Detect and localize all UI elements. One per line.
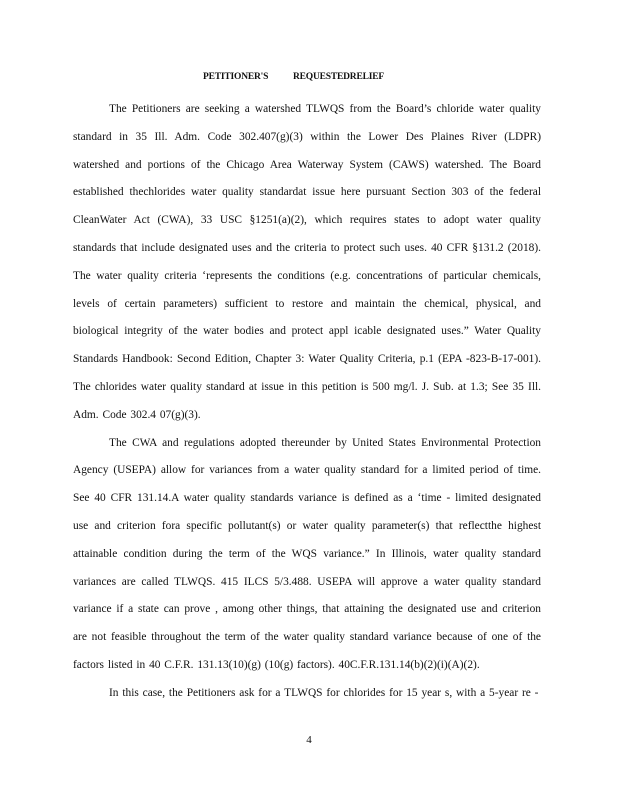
paragraph-1: The Petitioners are seeking a watershed TLWQS from the Board’s chloride water quality standard in 35 Ill. Adm. Code 302.407(g)(3) within the Lower Des Plaines River (LDPR) watershed and portions of the Chicago Area Waterway System (CAWS) watershed. The Board established thechlorides water quality standardat issue here pursuant Section 303 of the federal CleanWater Act (CWA), 33 USC §1251(a)(2), which requires states to adopt water quality standards that include designated uses and the criteria to protect such uses. 40 CFR §131.2 (2018). The water quality criteria ‘represents the conditions (e.g. concentrations of particular chemicals, levels of certain parameters) sufficient to restore and maintain the chemical, physical, and biological integrity of the water bodies and protect appl icable designated uses.” Water Quality Standards Handbook: Second Edition, Chapter 3: Water Quality Criteria, p.1 (EPA -823-B-17-001). The chlorides water quality standard at issue in this petition is 500 mg/l. J. Sub. at 1.3; See 35 Ill. Adm. Code 302.4 07(g)(3).: [73, 103, 541, 421]
paragraph-3: In this case, the Petitioners ask for a TLWQS for chlorides for 15 year s, with a 5-year re -: [109, 686, 539, 699]
heading-left: PETITIONER'S: [203, 72, 269, 82]
heading-right: REQUESTEDRELIEF: [293, 72, 384, 82]
paragraph-2: The CWA and regulations adopted thereunder by United States Environmental Protection Agency (USEPA) allow for variances from a water quality standard for a limited period of time. See 40 CFR 131.14.A water quality standards variance is defined as a ‘time - limited designated use and criterion fora specific pollutant(s) or water quality parameter(s) that reflectthe highest attainable condition during the term of the WQS variance.” In Illinois, water quality standard variances are called TLWQS. 415 ILCS 5/3.488. USEPA will approve a water quality standard variance if a state can prove , among other things, that attaining the designated use and criterion are not feasible throughout the term of the water quality standard variance because of one of the factors listed in 40 C.F.R. 131.13(10)(g) (10(g) factors). 40C.F.R.131.14(b)(2)(i)(A)(2).: [73, 436, 541, 671]
document-body: [73, 96, 541, 708]
page-number: 4: [306, 734, 312, 746]
